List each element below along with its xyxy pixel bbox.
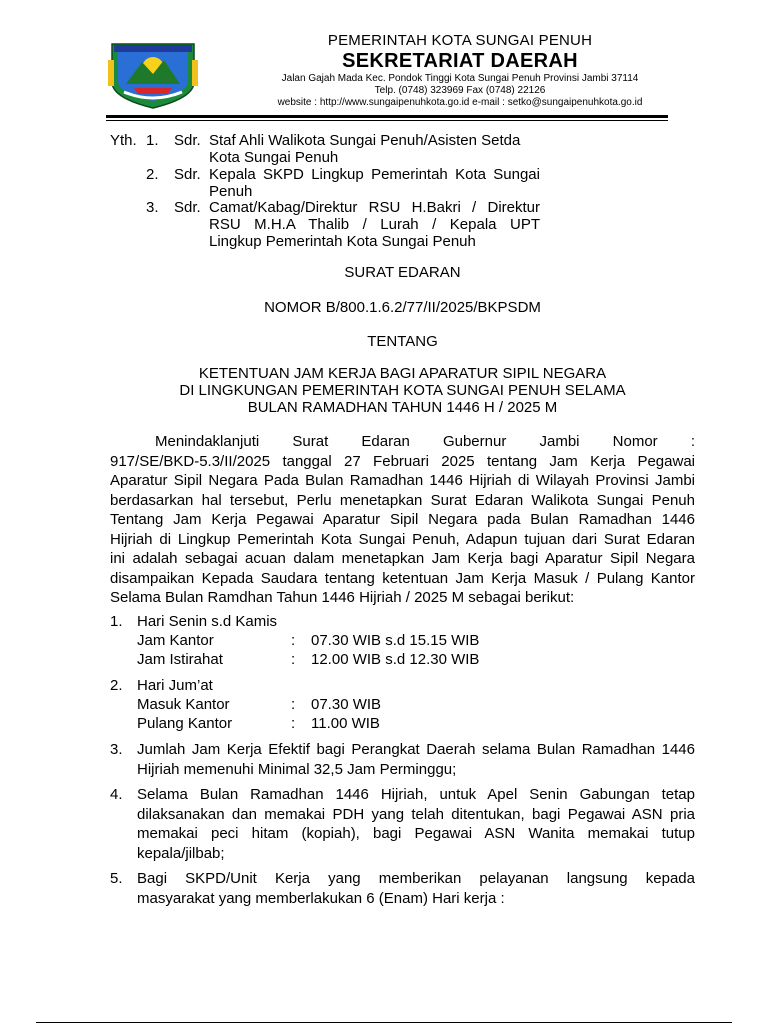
schedule-label: Pulang Kantor [137,715,233,732]
paragraph-line: disampaikan Kepada Saudara tentang ketentuan Jam Kerja Masuk / Pulang Kantor [110,569,695,587]
paragraph-line: Menindaklanjuti Surat Edaran Gubernur Jambi Nomor : [155,433,695,450]
paragraph-line: Hijriah memenuhi Minimal 32,5 Jam Perminggu; [137,760,457,778]
schedule-value: 12.00 WIB s.d 12.30 WIB [311,651,480,668]
schedule-label: Jam Kantor [137,632,214,649]
city-emblem-logo [104,38,202,110]
paragraph-line: memakai peci hitam (kopiah), bagi Pegawai ASN Wanita memakai tutup [137,825,695,842]
addressee-number: 1. [146,132,159,149]
addressee-line: Penuh [209,183,253,200]
addressee-line: RSU M.H.A Thalib / Lurah / Kepala UPT [209,216,540,233]
addressee-2 [209,166,540,200]
addressee-prefix: Yth. [110,132,137,149]
paragraph-line: Jumlah Jam Kerja Efektif bagi Perangkat Daerah selama Bulan Ramadhan 1446 [137,741,695,758]
document-about: TENTANG [367,333,438,350]
addressee-title: Sdr. [174,132,201,149]
list-number: 5. [110,870,123,887]
paragraph-line: kepala/jilbab; [137,844,225,862]
schedule-colon: : [291,696,296,713]
logo-top-text: KOTA SUNGAI PENUH [131,39,175,44]
addressee-title: Sdr. [174,166,201,183]
addressee-line: Kepala SKPD Lingkup Pemerintah Kota Sungai [209,166,540,183]
office-name: SEKRETARIAT DAERAH [342,50,578,72]
paragraph-line: Tentang Jam Kerja Pegawai Aparatur Sipil Negara pada Bulan Ramadhan 1446 [110,511,695,528]
letterhead-divider-thin [106,120,668,121]
paragraph-line: berdasarkan hal tersebut, Perlu menetapkan Surat Edaran Walikota Sungai Penuh [110,491,695,509]
list-number: 4. [110,786,123,803]
document-number: NOMOR B/800.1.6.2/77/II/2025/BKPSDM [264,299,541,316]
list-item-text [137,785,695,863]
subject-line: BULAN RAMADHAN TAHUN 1446 H / 2025 M [247,399,558,416]
schedule-colon: : [291,715,296,732]
page-bottom-divider [36,1022,732,1023]
paragraph-line: ini adalah sebagai acuan dalam menetapkan Jam Kerja bagi Aparatur Sipil Negara [110,550,695,567]
schedule-colon: : [291,651,296,668]
list-number: 1. [110,613,123,630]
list-item-title: Hari Senin s.d Kamis [137,613,278,630]
letterhead-divider-thick [106,115,668,118]
paragraph-line: dilaksanakan dan memakai PDH yang telah ditentukan, bagi Pegawai ASN pria [137,805,695,823]
addressee-number: 2. [146,166,159,183]
schedule-colon: : [291,632,296,649]
addressee-1 [209,132,540,166]
government-name: PEMERINTAH KOTA SUNGAI PENUH [327,32,593,49]
schedule-label: Masuk Kantor [137,696,230,713]
addressee-line: Camat/Kabag/Direktur RSU H.Bakri / Direktur [209,199,540,216]
paragraph-line: Aparatur Sipil Negara Pada Bulan Ramadhan 1446 Hijriah di Wilayah Provinsi Jambi [110,472,695,489]
schedule-value: 07.30 WIB s.d 15.15 WIB [311,632,480,649]
intro-paragraph [110,432,695,608]
schedule-value: 11.00 WIB [311,715,380,732]
office-website-email: website : http://www.sungaipenuhkota.go.id e-mail : setko@sungaipenuhkota.go.id [277,97,643,108]
addressee-title: Sdr. [174,199,201,216]
list-item-title: Hari Jum’at [137,677,213,694]
paragraph-line: Hijriah di Lingkup Pemerintah Kota Sungai Penuh, Adapun tujuan dari Surat Edaran [110,530,695,548]
addressee-line: Staf Ahli Walikota Sungai Penuh/Asisten Setda [209,132,521,149]
paragraph-line: masyarakat yang memberlakukan 6 (Enam) Hari kerja : [137,889,505,907]
schedule-label: Jam Istirahat [137,651,223,668]
addressee-3 [209,199,540,250]
office-phone: Telp. (0748) 323969 Fax (0748) 22126 [374,85,546,96]
schedule-value: 07.30 WIB [311,696,382,713]
paragraph-line: 917/SE/BKD-5.3/II/2025 tanggal 27 Februari 2025 tentang Jam Kerja Pegawai [110,452,695,470]
addressee-line: Lingkup Pemerintah Kota Sungai Penuh [209,233,476,250]
paragraph-line: Bagi SKPD/Unit Kerja yang memberikan pelayanan langsung kepada [137,870,695,887]
office-address: Jalan Gajah Mada Kec. Pondok Tinggi Kota Sungai Penuh Provinsi Jambi 37114 [281,73,639,84]
list-number: 2. [110,677,123,694]
subject-line: KETENTUAN JAM KERJA BAGI APARATUR SIPIL NEGARA [198,365,607,382]
addressee-line: Kota Sungai Penuh [209,149,339,166]
paragraph-line: Selama Bulan Ramdhan Tahun 1446 Hijriah / 2025 M sebagai berikut: [110,589,575,606]
subject-line: DI LINGKUNGAN PEMERINTAH KOTA SUNGAI PENUH SELAMA [179,382,626,399]
document-type: SURAT EDARAN [344,264,461,281]
addressee-number: 3. [146,199,159,216]
list-item-text [137,740,695,779]
list-number: 3. [110,741,123,758]
paragraph-line: Selama Bulan Ramadhan 1446 Hijriah, untuk Apel Senin Gabungan tetap [137,786,695,803]
list-item-text [137,869,695,908]
